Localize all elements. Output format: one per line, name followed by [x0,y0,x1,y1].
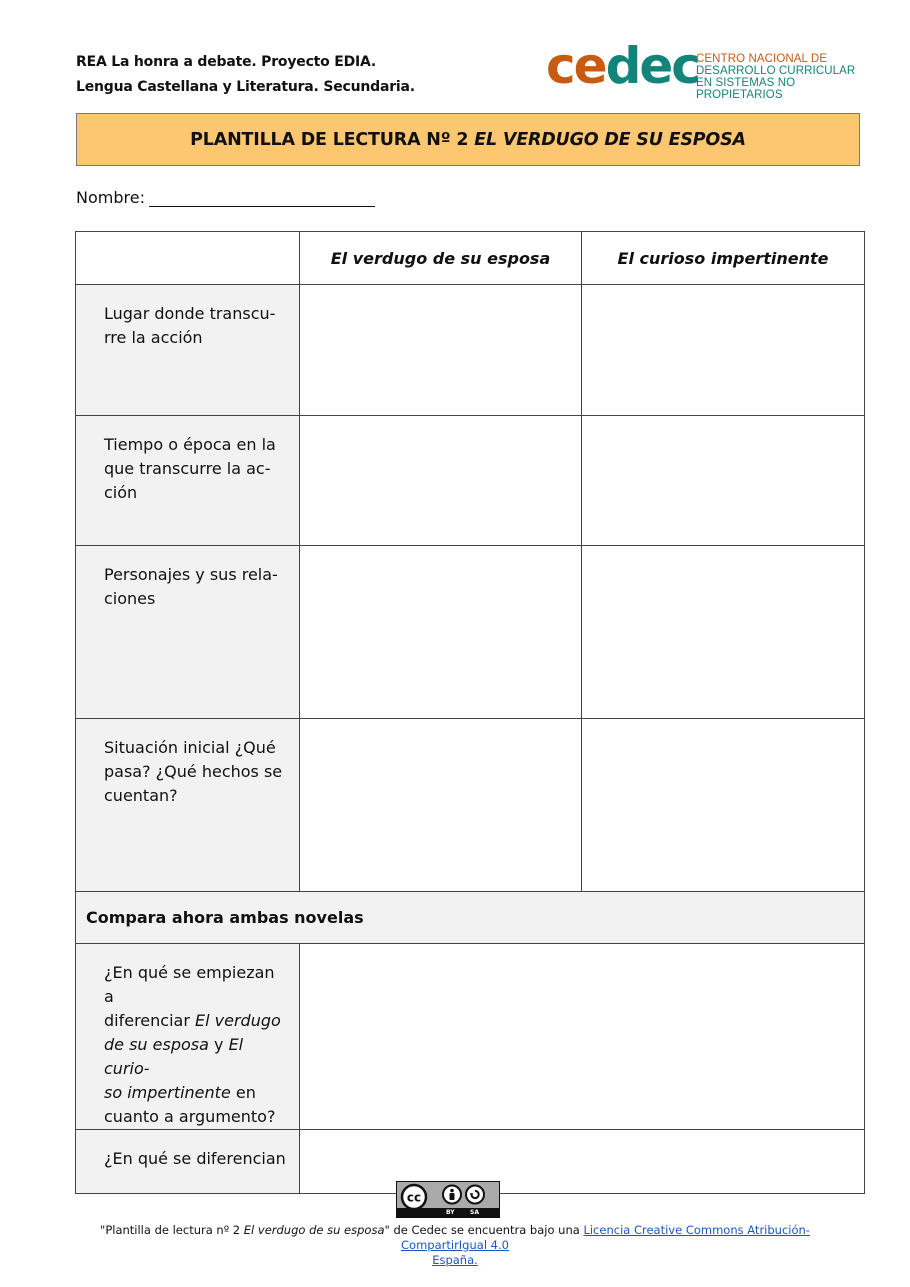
question-argumento: ¿En qué se empiezan a diferenciar El verdugo de su esposa y El curio- so impertinente en cuanto a argumento? [76,944,300,1130]
answer-cell[interactable] [300,285,582,416]
row-label-tiempo: Tiempo o época en la que transcurre la ac- ción [76,416,300,546]
title-book-name: EL VERDUGO DE SU ESPOSA [474,129,746,150]
table-row [76,546,865,719]
table-row [76,285,865,416]
cc-by-sa-badge[interactable] [396,1181,500,1218]
cc-license-icons [397,1182,500,1210]
answer-cell[interactable] [582,285,865,416]
name-field [76,188,375,207]
cedec-logo-subtitle: CENTRO NACIONAL DE DESARROLLO CURRICULAR EN SISTEMAS NO PROPIETARIOS [696,53,856,101]
header-subject-line: Lengua Castellana y Literatura. Secundaria. [76,79,415,95]
row-label-situacion: Situación inicial ¿Qué pasa? ¿Qué hechos se cuentan? [76,719,300,892]
license-link[interactable]: Licencia Creative Commons Atribución-CompartirIgual 4.0 [401,1223,810,1252]
document-header [76,50,415,100]
table-row [76,944,865,1130]
column-header-curioso: El curioso impertinente [582,232,865,285]
reading-template-table [75,231,865,1194]
answer-cell[interactable] [300,944,865,1130]
table-row [76,416,865,546]
cedec-logo-wordmark: cedec [546,37,699,95]
worksheet-title [76,113,860,166]
title-prefix: PLANTILLA DE LECTURA Nº 2 [190,129,469,150]
answer-cell[interactable] [582,719,865,892]
empty-corner-cell [76,232,300,285]
row-label-lugar: Lugar donde transcu- rre la acción [76,285,300,416]
table-header-row [76,232,865,285]
compare-section-row [76,892,865,944]
answer-cell[interactable] [582,546,865,719]
cedec-logo [546,37,866,101]
header-project-line: REA La honra a debate. Proyecto EDIA. [76,54,377,70]
row-label-personajes: Personajes y sus rela- ciones [76,546,300,719]
answer-cell[interactable] [300,416,582,546]
license-link-continued[interactable]: España. [432,1253,478,1267]
answer-cell[interactable] [300,546,582,719]
answer-cell[interactable] [300,1130,865,1194]
name-blank-line[interactable] [149,188,375,207]
share-alike-icon [466,1186,484,1204]
cc-badge-band: BY SA [397,1208,499,1217]
question-diferencian: ¿En qué se diferencian [76,1130,300,1194]
answer-cell[interactable] [582,416,865,546]
column-header-verdugo: El verdugo de su esposa [300,232,582,285]
table-row [76,719,865,892]
name-label: Nombre: [76,188,145,207]
cc-text: cc [406,1190,422,1205]
license-footer: "Plantilla de lectura nº 2 El verdugo de su esposa" de Cedec se encuentra bajo una Licencia Creative Commons Atribución-CompartirIgual 4.0 España. [100,1223,810,1267]
compare-section-heading: Compara ahora ambas novelas [76,892,865,944]
answer-cell[interactable] [300,719,582,892]
